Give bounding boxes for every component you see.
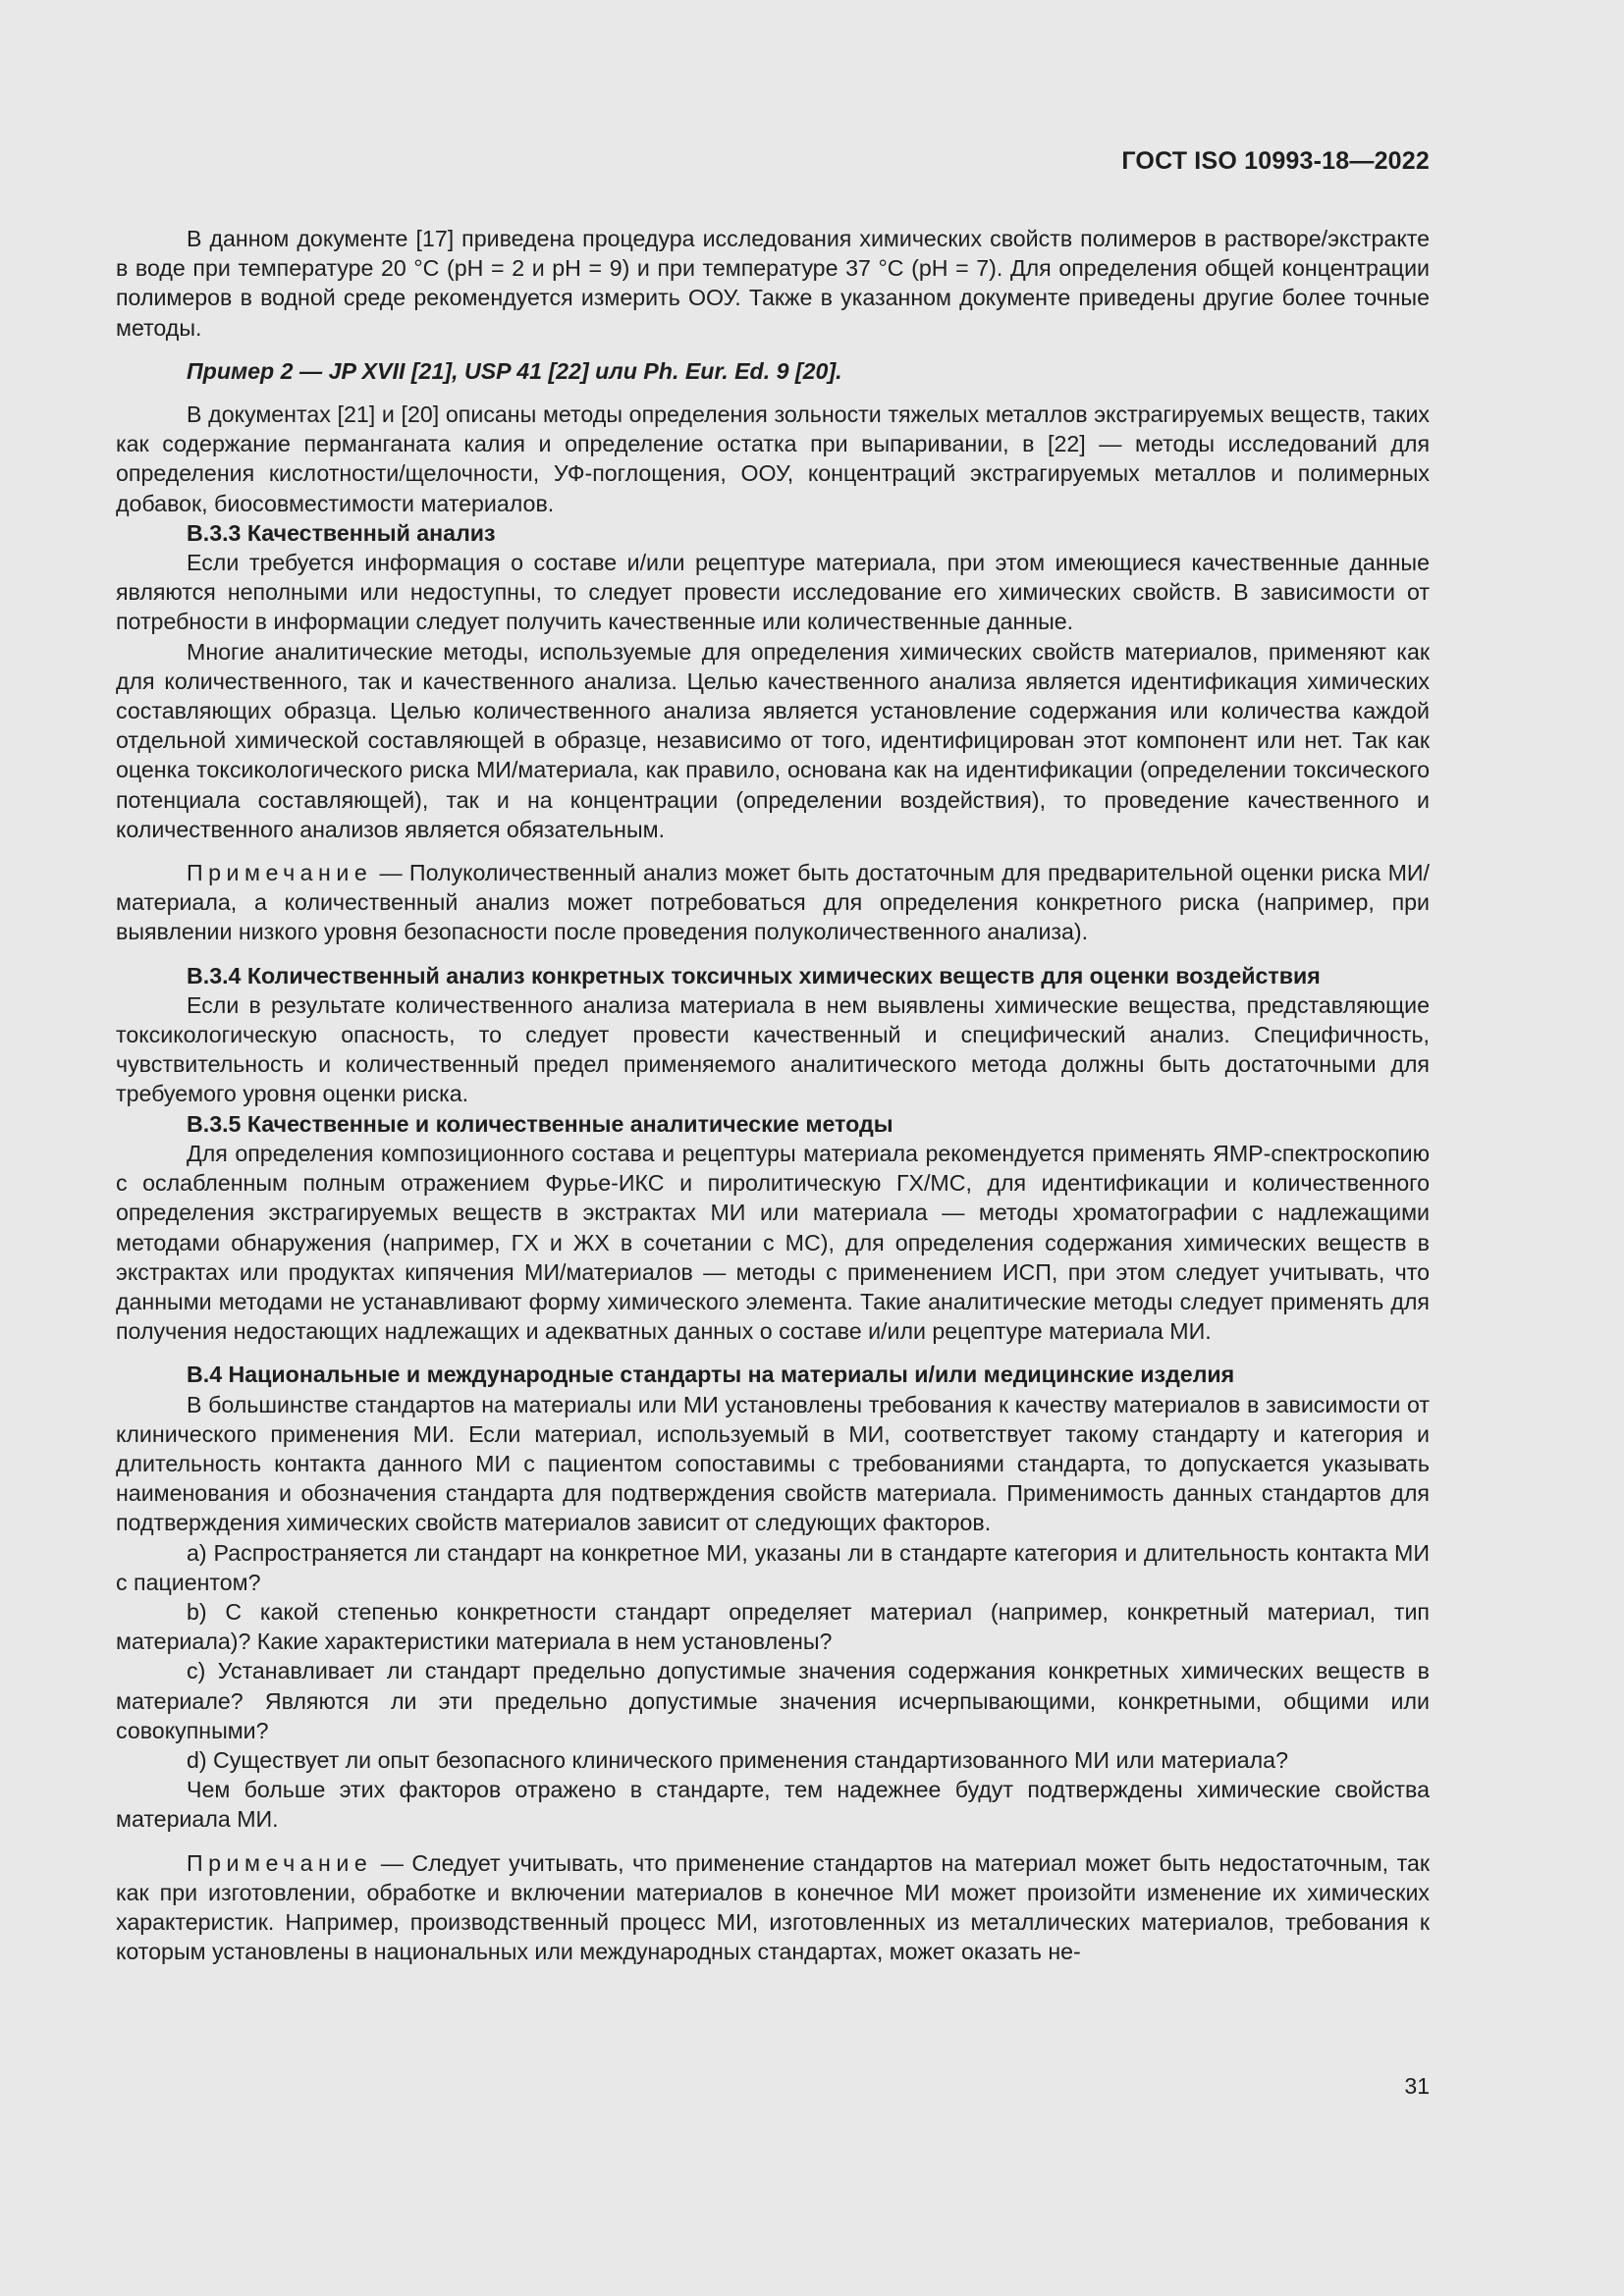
section-heading-b35: В.3.5 Качественные и количественные аналитические методы: [187, 1110, 893, 1137]
note-text: — Следует учитывать, что применение стандартов на материал может быть недостаточным, так как при изготовлении, обработке и включении материалов в конечное МИ может произойти изменение их химических характеристик. Например, производственный процесс МИ, изготовленных из металлических материалов, требования к которым установлены в национальных или международных стандартах, может оказать не-: [116, 1849, 1430, 1965]
paragraph: В большинстве стандартов на материалы или МИ установлены требования к качеству материалов в зависимости от клинического применения МИ. Если материал, используемый в МИ, соответствует такому стандарту и категория и длительность контакта данного МИ с пациентом сопоставимы с требованиями стандарта, то допускается указывать наименования и обозначения стандарта для подтверждения свойств материала. Применимость данных стандартов для подтверждения химических свойств материалов зависит от следующих факторов.: [116, 1391, 1430, 1536]
paragraph: Если требуется информация о составе и/или рецептуре материала, при этом имеющиеся качественные данные являются неполными или недоступны, то следует провести исследование его химических свойств. В зависимости от потребности в информации следует получить качественные или количественные данные.: [116, 550, 1430, 635]
paragraph: Если в результате количественного анализа материала в нем выявлены химические вещества, представляющие токсикологическую опасность, то следует провести качественный и специфический анализ. Специфичность, чувствительность и количественный предел применяемого аналитического метода должны быть достаточными для требуемого уровня оценки риска.: [116, 991, 1430, 1107]
paragraph: Для определения композиционного состава и рецептуры материала рекомендуется применять ЯМР-спектроскопию с ослабленным полным отражением Фурье-ИКС и пиролитическую ГХ/МС, для идентификации и количественного определения экстрагируемых веществ в экстрактах МИ или материала — методы хроматографии с надлежащими методами обнаружения (например, ГХ и ЖХ в сочетании с МС), для определения содержания химических веществ в экстрактах или продуктах кипячения МИ/материалов — методы с применением ИСП, при этом следует учитывать, что данными методами не устанавливают форму химического элемента. Такие аналитические методы следует применять для получения недостающих надлежащих и адекватных данных о составе и/или рецептуре материала МИ.: [116, 1140, 1430, 1345]
paragraph: Многие аналитические методы, используемые для определения химических свойств материалов, применяют как для количественного, так и качественного анализа. Целью качественного анализа является идентификация химических составляющих образца. Целью количественного анализа является установление содержания или количества каждой отдельной химической составляющей в образце, независимо от того, идентифицирован этот компонент или нет. Так как оценка токсикологического риска МИ/материала, как правило, основана как на идентификации (определении токсического потенциала составляющей), так и на концентрации (определении воздействия), то проведение качественного и количественного анализов является обязательным.: [116, 638, 1430, 842]
note-paragraph: [116, 858, 1430, 947]
section-heading-b33: В.3.3 Качественный анализ: [187, 519, 496, 546]
section-heading-b4: В.4 Национальные и международные стандарты на материалы и/или медицинские изделия: [187, 1362, 1235, 1388]
example-heading: Пример 2 — JP XVII [21], USP 41 [22] или Ph. Eur. Ed. 9 [20].: [187, 357, 842, 384]
document-id-header: ГОСТ ISO 10993-18—2022: [1121, 147, 1430, 175]
paragraph: В документах [21] и [20] описаны методы определения зольности тяжелых металлов экстрагируемых веществ, таких как содержание перманганата калия и определение остатка при выпаривании, в [22] — методы исследований для определения кислотности/щелочности, УФ-поглощения, ООУ, концентраций экстрагируемых металлов и полимерных добавок, биосовместимости материалов.: [116, 401, 1430, 516]
paragraph: Чем больше этих факторов отражено в стандарте, тем надежнее будут подтверждены химические свойства материала МИ.: [116, 1777, 1430, 1833]
note-paragraph: [116, 1848, 1430, 1967]
note-label: Примечание: [187, 1849, 373, 1876]
list-item-a: а) Распространяется ли стандарт на конкретное МИ, указаны ли в стандарте категория и длительность контакта МИ с пациентом?: [116, 1539, 1430, 1595]
document-body: [116, 224, 1430, 1966]
note-text: — Полуколичественный анализ может быть достаточным для предварительной оценки риска МИ/материала, а количественный анализ может потребоваться для определения конкретного риска (например, при выявлении низкого уровня безопасности после проведения полуколичественного анализа).: [116, 860, 1430, 945]
page-number: 31: [1404, 2073, 1430, 2099]
list-item-c: с) Устанавливает ли стандарт предельно допустимые значения содержания конкретных химических веществ в материале? Являются ли эти предельно допустимые значения исчерпывающими, конкретными, общими или совокупными?: [116, 1658, 1430, 1743]
paragraph: В данном документе [17] приведена процедура исследования химических свойств полимеров в растворе/экстракте в воде при температуре 20 °С (pH = 2 и pH = 9) и при температуре 37 °С (pH = 7). Для определения общей концентрации полимеров в водной среде рекомендуется измерить ООУ. Также в указанном документе приведены другие более точные методы.: [116, 226, 1430, 341]
section-heading-b34: В.3.4 Количественный анализ конкретных токсичных химических веществ для оценки воздействия: [187, 962, 1321, 988]
list-item-d: d) Существует ли опыт безопасного клинического применения стандартизованного МИ или материала?: [187, 1746, 1288, 1773]
note-label: Примечание: [187, 860, 373, 886]
list-item-b: b) С какой степенью конкретности стандарт определяет материал (например, конкретный материал, тип материала)? Какие характеристики материала в нем установлены?: [116, 1598, 1430, 1655]
